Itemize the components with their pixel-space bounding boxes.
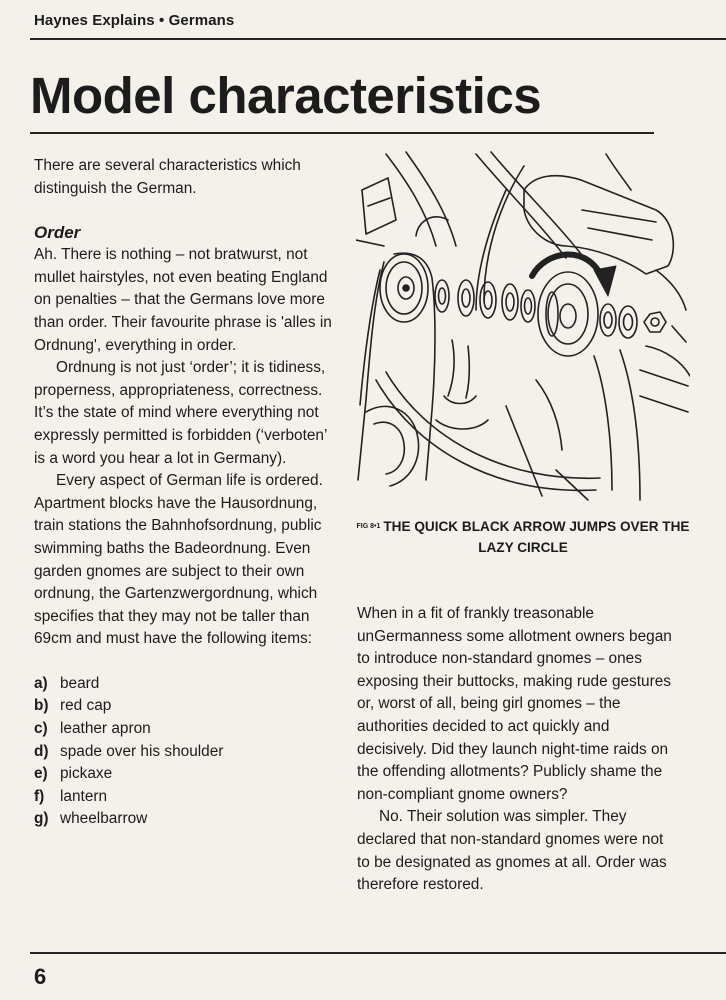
list-letter: e) — [34, 765, 48, 783]
list-item — [34, 786, 334, 809]
list-item — [34, 695, 334, 718]
list-item — [34, 673, 334, 696]
list-text: red cap — [60, 697, 112, 715]
right-column — [357, 603, 677, 897]
gnome-requirements-list — [34, 673, 334, 831]
running-head: Haynes Explains • Germans — [34, 12, 235, 29]
list-letter: g) — [34, 810, 49, 828]
body-paragraph: Every aspect of German life is ordered. Apartment blocks have the Hausordnung, train stations the Bahnhofsordnung, public swimming baths the Badeordnung. Even garden gnomes are subject to their own ordnung, the Gartenzwergordnung, which specifies that they may not be taller than 69cm and must have the following items: — [34, 472, 323, 648]
body-paragraph: Ordnung is not just ‘order’; it is tidiness, properness, appropriateness, correctness. It’s the state of mind where everything not expressly permitted is forbidden (‘verboten’ is a word you hear a lot in Germany). — [34, 359, 327, 467]
list-item — [34, 741, 334, 764]
list-letter: a) — [34, 674, 48, 692]
list-text: pickaxe — [60, 765, 113, 783]
list-text: beard — [60, 674, 100, 692]
footer-rule — [30, 952, 726, 954]
list-letter: b) — [34, 697, 49, 715]
page-number: 6 — [34, 964, 47, 989]
engine-line-drawing — [356, 150, 690, 508]
list-text: leather apron — [60, 720, 151, 738]
header-rule — [30, 38, 726, 40]
list-letter: c) — [34, 720, 48, 738]
list-letter: f) — [34, 787, 45, 805]
figure-caption-text: THE QUICK BLACK ARROW JUMPS OVER THE LAZY CIRCLE — [383, 519, 690, 555]
list-text: spade over his shoulder — [60, 742, 224, 760]
page-title: Model characteristics — [30, 67, 542, 124]
body-paragraph: Ah. There is nothing – not bratwurst, not mullet hairstyles, not even beating England on penalties – that the Germans love more than order. Their favourite phrase is 'alles in Ordnung', everything in order. — [34, 246, 332, 354]
list-text: wheelbarrow — [60, 810, 148, 828]
figure-caption — [356, 516, 690, 558]
figure-number: FIG 8•1 — [356, 523, 381, 530]
list-item — [34, 808, 334, 831]
section-heading-order: Order — [34, 223, 81, 243]
list-text: lantern — [60, 787, 108, 805]
body-paragraph: When in a fit of frankly treasonable unGermanness some allotment owners began to introduce non-standard gnomes – ones exposing their buttocks, making rude gestures or, worst of all, being girl gnomes – the authorities decided to act quickly and decisively. Did they launch night-time raids on the offending allotments? Publicly shame the non-compliant gnome owners? — [357, 605, 672, 803]
body-paragraph: No. Their solution was simpler. They declared that non-standard gnomes were not to be designated as gnomes at all. Order was therefore restored. — [357, 808, 667, 894]
intro-paragraph: There are several characteristics which distinguish the German. — [34, 157, 301, 197]
list-letter: d) — [34, 742, 49, 760]
list-item — [34, 718, 334, 741]
title-rule — [30, 132, 654, 134]
list-item — [34, 763, 334, 786]
left-column — [34, 155, 334, 831]
